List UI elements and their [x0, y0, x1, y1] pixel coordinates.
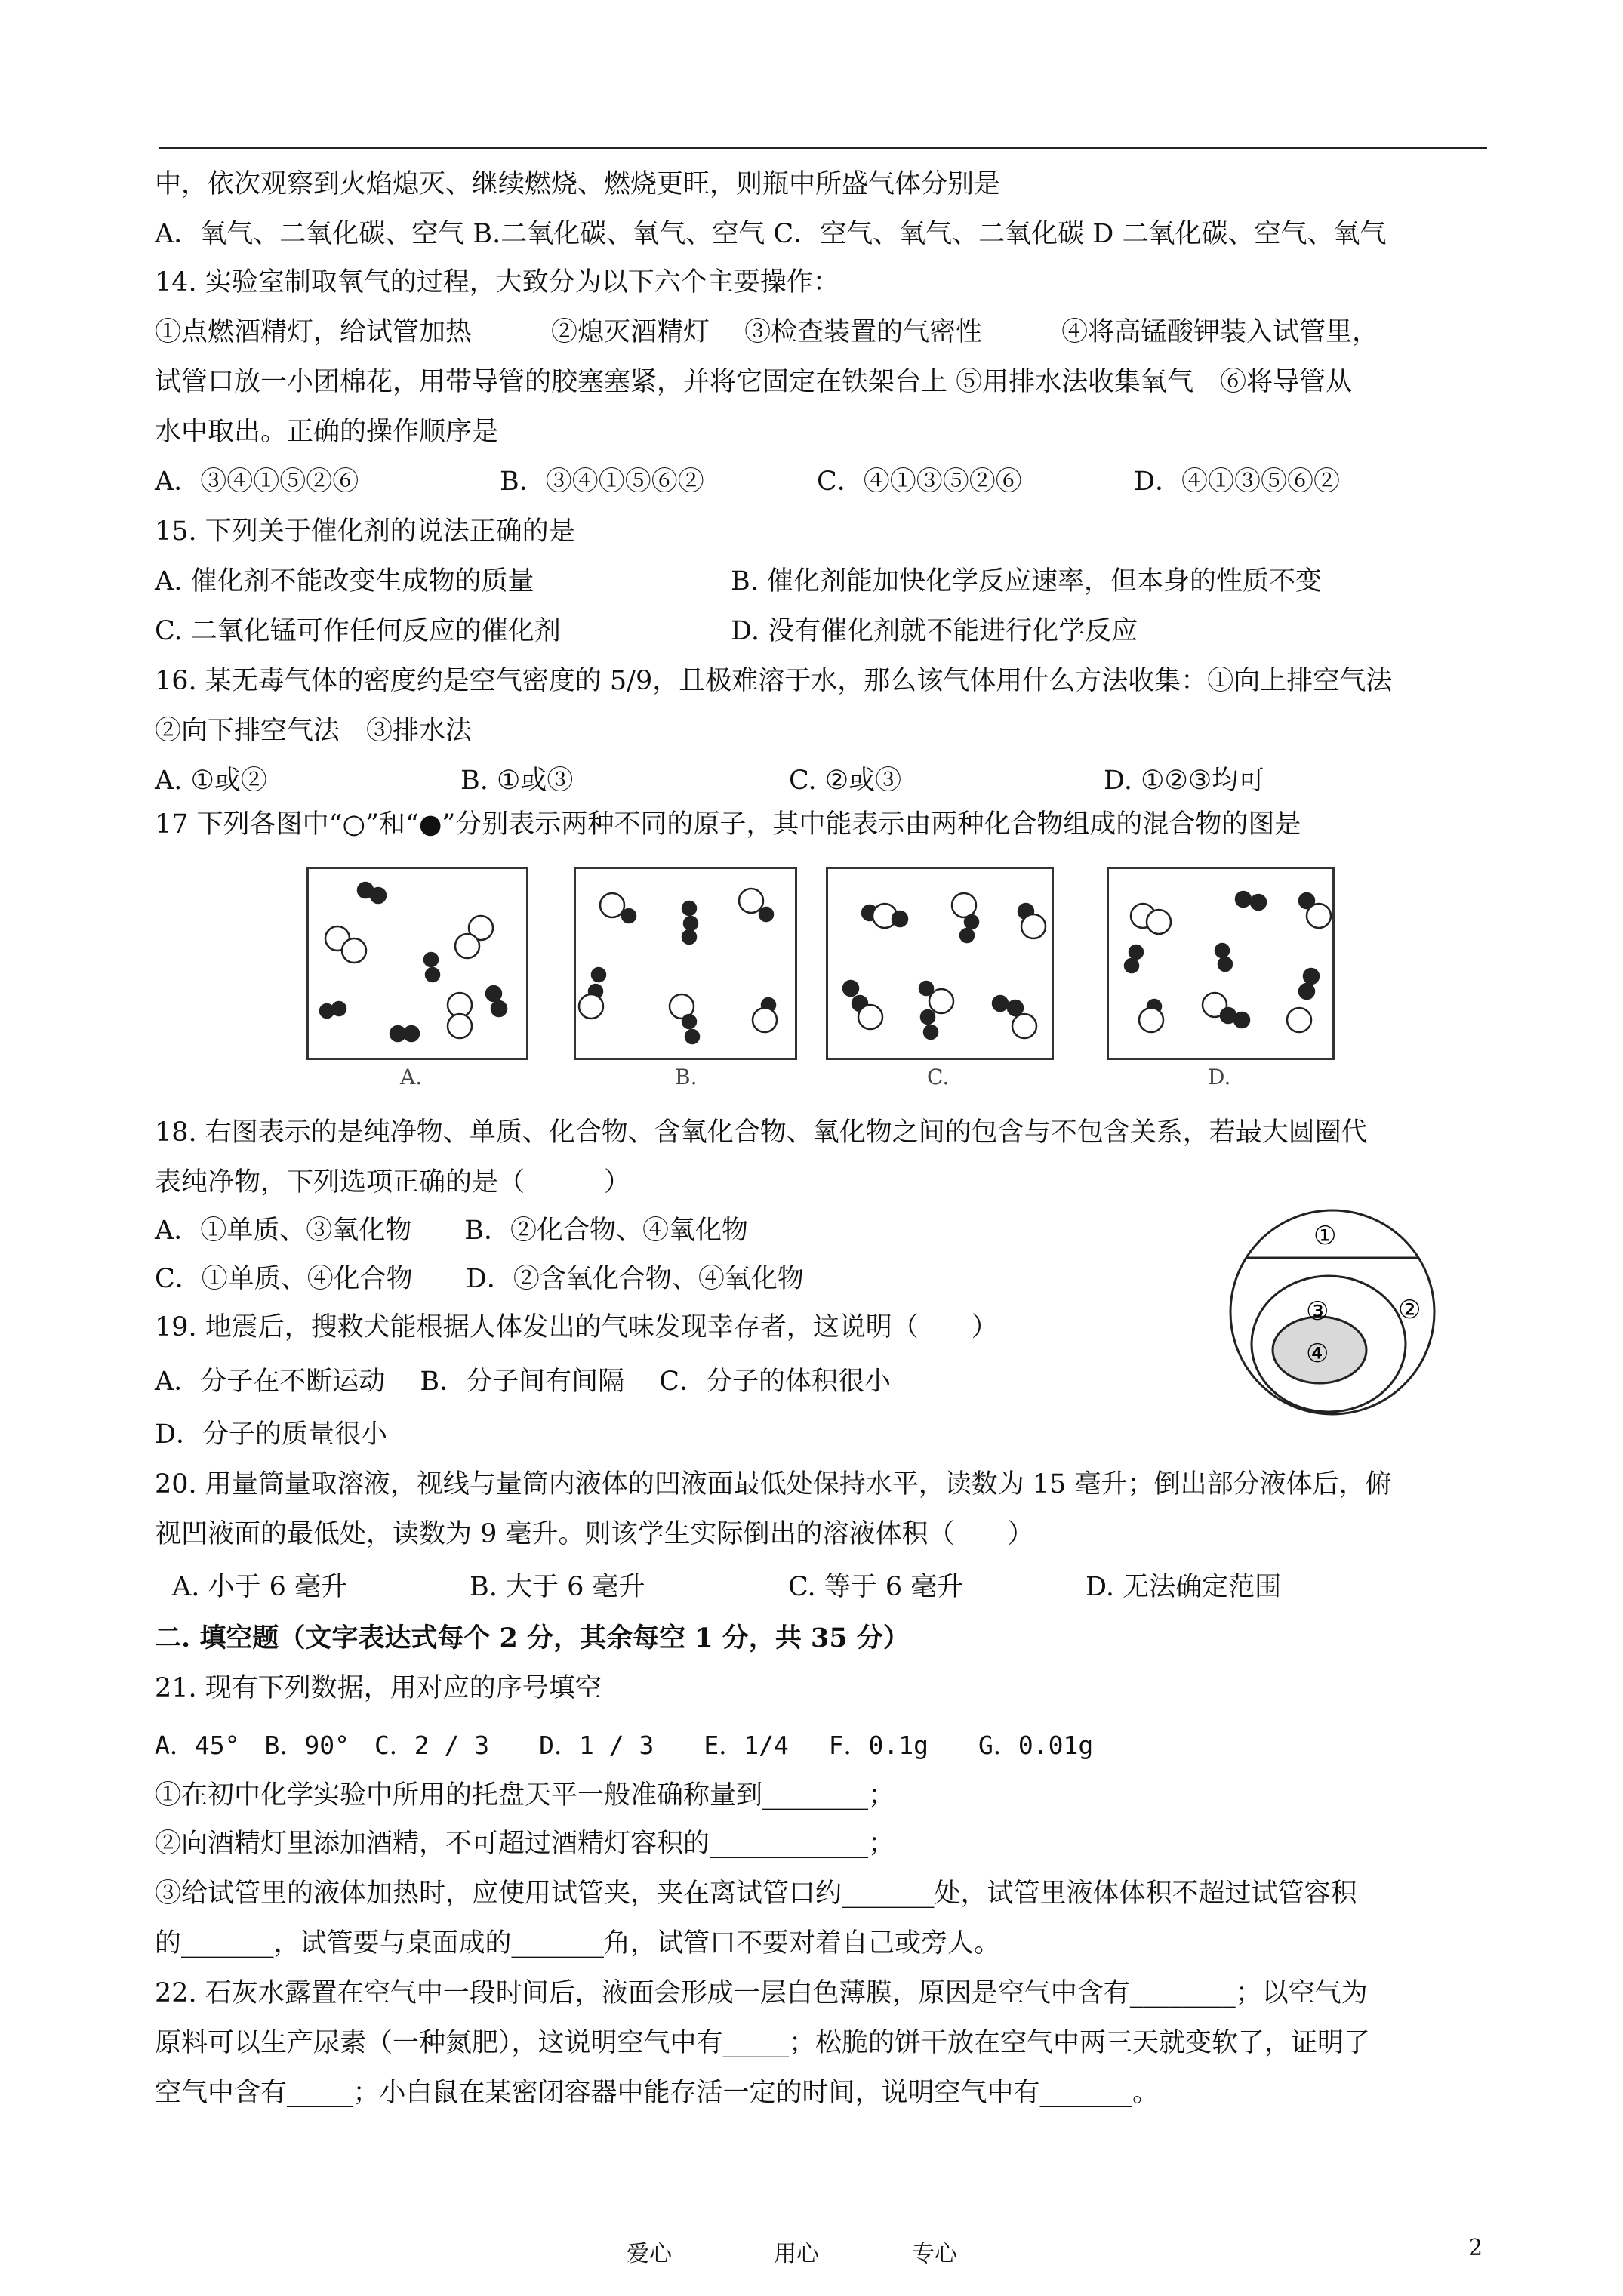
q15-stem: 15. 下列关于催化剂的说法正确的是 — [155, 516, 575, 547]
q18-options-ab: A．①单质、③氧化物 B．②化合物、④氧化物 — [155, 1216, 748, 1246]
q22-stem: 22. 石灰水露置在空气中一段时间后，液面会形成一层白色薄膜，原因是空气中含有________；以空气为 — [155, 1978, 1368, 2008]
q16-stem: 16. 某无毒气体的密度约是空气密度的 5/9，且极难溶于水，那么该气体用什么方法收集：①向上排空气法 — [155, 666, 1393, 696]
q20-stem: 20. 用量筒量取溶液，视线与量筒内液体的凹液面最低处保持水平，读数为 15 毫升；倒出部分液体后，俯 — [155, 1469, 1392, 1499]
q18-line2: 表纯净物，下列选项正确的是（ ） — [155, 1167, 631, 1197]
q18-options-cd: C．①单质、④化合物 D．②含氧化合物、④氧化物 — [155, 1264, 804, 1294]
q21-stem: 21. 现有下列数据，用对应的序号填空 — [155, 1673, 602, 1703]
q17-caption-d: D. — [1208, 1065, 1231, 1089]
q20-option-d: D. 无法确定范围 — [1086, 1572, 1282, 1602]
q14-option-a: A．③④①⑤②⑥ — [155, 467, 359, 497]
q21-data-options: A．45° B．90° C．2 / 3 D．1 / 3 E．1/4 F．0.1g G．0.01g — [155, 1730, 1094, 1760]
q13-options: A．氧气、二氧化碳、空气 B.二氧化碳、氧气、空气 C．空气、氧气、二氧化碳 D 二氧化碳、空气、氧气 — [155, 219, 1387, 249]
q14-option-b: B．③④①⑤⑥② — [500, 467, 704, 497]
q14-option-d: D．④①③⑤⑥② — [1134, 467, 1341, 497]
q14-stem: 14. 实验室制取氧气的过程，大致分为以下六个主要操作： — [155, 267, 839, 297]
q19-options-abc: A．分子在不断运动 B．分子间有间隔 C．分子的体积很小 — [155, 1367, 892, 1397]
q16-option-c: C. ②或③ — [789, 766, 902, 796]
q15-option-b: B. 催化剂能加快化学反应速率，但本身的性质不变 — [731, 566, 1322, 596]
q14-line3: 试管口放一小团棉花，用带导管的胶塞塞紧，并将它固定在铁架台上 ⑤用排水法收集氧气 ⑥将导管从 — [155, 367, 1353, 397]
q22-line2: 原料可以生产尿素（一种氮肥），这说明空气中有_____；松脆的饼干放在空气中两三天就变软了，证明了 — [155, 2028, 1371, 2058]
q13-continuation: 中，依次观察到火焰熄灭、继续燃烧、燃烧更旺，则瓶中所盛气体分别是 — [155, 169, 1001, 199]
q17-caption-c: C. — [927, 1065, 950, 1089]
q17-caption-b: B. — [675, 1065, 698, 1089]
q21-item-2: ②向酒精灯里添加酒精，不可超过酒精灯容积的____________； — [155, 1829, 895, 1859]
footer-word-1: 爱心 — [627, 2241, 672, 2267]
q22-line3: 空气中含有_____；小白鼠在某密闭容器中能存活一定的时间，说明空气中有_______。 — [155, 2078, 1160, 2108]
q17-figure-b — [574, 867, 797, 1060]
q20-option-c: C. 等于 6 毫升 — [788, 1572, 964, 1602]
q16-option-d: D. ①②③均可 — [1104, 766, 1265, 796]
q17-figure-d — [1107, 867, 1335, 1060]
q18-label-2: ② — [1398, 1295, 1421, 1325]
q19-option-d: D．分子的质量很小 — [155, 1419, 388, 1450]
q17-figure-a-drawing — [309, 869, 526, 1058]
q18-venn-diagram — [1200, 1207, 1472, 1418]
q16-option-b: B. ①或③ — [460, 766, 574, 796]
q17-caption-a: A. — [400, 1065, 423, 1089]
q21-item-1: ①在初中化学实验中所用的托盘天平一般准确称量到________； — [155, 1780, 895, 1811]
footer-word-2: 用心 — [774, 2241, 819, 2267]
q17-figure-b-drawing — [576, 869, 795, 1058]
header-rule — [159, 147, 1487, 149]
q20-option-b: B. 大于 6 毫升 — [470, 1572, 645, 1602]
q21-item-3-cont: 的_______，试管要与桌面成的_______角，试管口不要对着自己或旁人。 — [155, 1928, 1001, 1959]
q21-item-3: ③给试管里的液体加热时，应使用试管夹，夹在离试管口约_______处，试管里液体体积不超过试管容积 — [155, 1878, 1357, 1909]
q16-line2: ②向下排空气法 ③排水法 — [155, 716, 473, 746]
footer-word-3: 专心 — [912, 2241, 957, 2267]
q18-label-4: ④ — [1306, 1339, 1329, 1369]
q20-line2: 视凹液面的最低处，读数为 9 毫升。则该学生实际倒出的溶液体积（ ） — [155, 1519, 1034, 1549]
q14-option-c: C．④①③⑤②⑥ — [817, 467, 1022, 497]
q17-stem: 17 下列各图中“○”和“●”分别表示两种不同的原子，其中能表示由两种化合物组成的混合物的图是 — [155, 809, 1301, 840]
q17-figure-a — [306, 867, 528, 1060]
q17-figure-c-drawing — [828, 869, 1052, 1058]
q15-option-c: C. 二氧化锰可作任何反应的催化剂 — [155, 616, 561, 646]
q14-line2: ①点燃酒精灯，给试管加热 ②熄灭酒精灯 ③检查装置的气密性 ④将高锰酸钾装入试管里， — [155, 317, 1379, 347]
q16-option-a: A. ①或② — [155, 766, 267, 796]
q18-label-3: ③ — [1306, 1296, 1329, 1327]
q14-line4: 水中取出。正确的操作顺序是 — [155, 417, 499, 447]
q15-option-a: A. 催化剂不能改变生成物的质量 — [155, 566, 534, 596]
q15-option-d: D. 没有催化剂就不能进行化学反应 — [731, 616, 1138, 646]
page-number: 2 — [1468, 2235, 1483, 2261]
q18-label-1: ① — [1313, 1221, 1337, 1251]
q17-figure-c — [826, 867, 1054, 1060]
q18-stem: 18. 右图表示的是纯净物、单质、化合物、含氧化合物、氧化物之间的包含与不包含关系，若最大圆圈代 — [155, 1117, 1368, 1148]
section-2-heading: 二. 填空题（文字表达式每个 2 分，其余每空 1 分，共 35 分） — [155, 1623, 910, 1653]
q20-option-a: A. 小于 6 毫升 — [172, 1572, 348, 1602]
q19-stem: 19. 地震后，搜救犬能根据人体发出的气味发现幸存者，这说明（ ） — [155, 1312, 998, 1342]
q17-figure-d-drawing — [1109, 869, 1332, 1058]
